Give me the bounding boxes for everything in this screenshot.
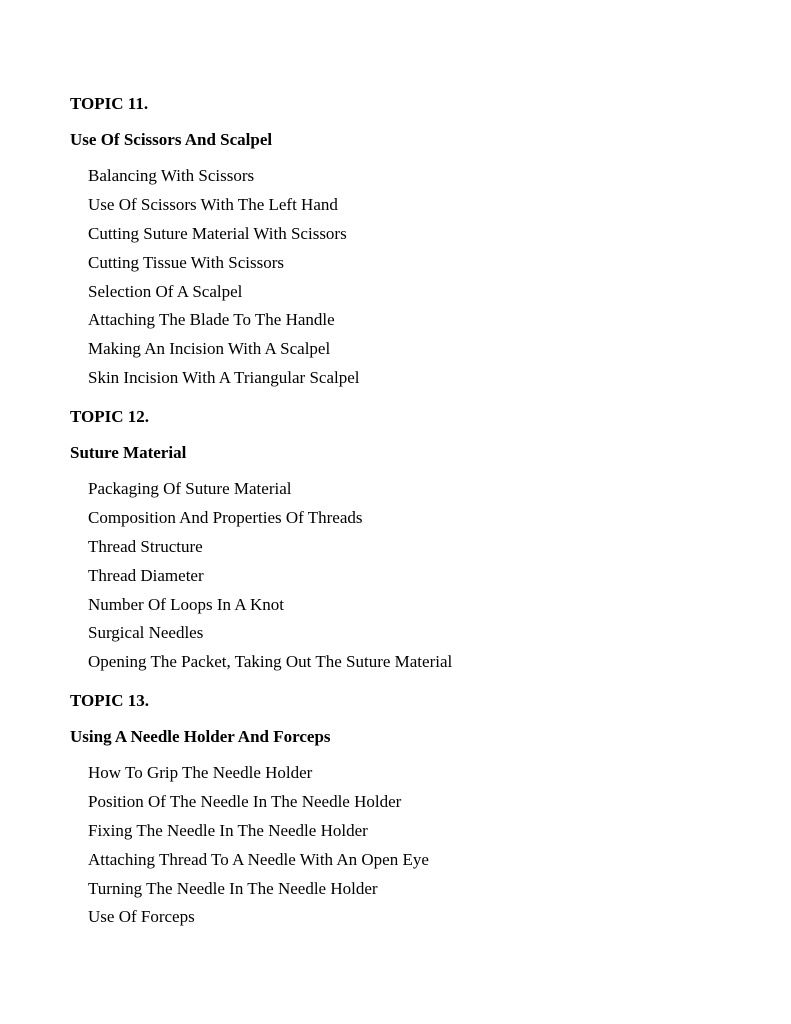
list-item: Position Of The Needle In The Needle Holder <box>88 791 402 811</box>
topic-number: TOPIC 12. <box>70 407 150 426</box>
list-item: Attaching Thread To A Needle With An Open Eye <box>88 849 429 869</box>
list-item: Balancing With Scissors <box>88 166 255 185</box>
list-item: How To Grip The Needle Holder <box>88 763 313 782</box>
list-item: Cutting Suture Material With Scissors <box>88 223 347 243</box>
list-item: Turning The Needle In The Needle Holder <box>88 878 378 898</box>
list-item: Attaching The Blade To The Handle <box>88 310 335 330</box>
list-item: Fixing The Needle In The Needle Holder <box>88 820 368 840</box>
list-item: Opening The Packet, Taking Out The Suture Material <box>88 652 453 672</box>
topic-title: Using A Needle Holder And Forceps <box>70 727 331 746</box>
list-item: Packaging Of Suture Material <box>88 479 292 498</box>
list-item: Surgical Needles <box>88 623 204 643</box>
list-item: Use Of Scissors With The Left Hand <box>88 194 338 214</box>
topic-title: Suture Material <box>70 443 187 462</box>
list-item: Cutting Tissue With Scissors <box>88 252 284 272</box>
topic-title: Use Of Scissors And Scalpel <box>70 130 273 149</box>
list-item: Number Of Loops In A Knot <box>88 594 284 614</box>
list-item: Composition And Properties Of Threads <box>88 507 363 527</box>
topic-items-list <box>88 479 452 681</box>
topic-number: TOPIC 13. <box>70 691 150 710</box>
list-item: Thread Structure <box>88 536 203 556</box>
list-item: Skin Incision With A Triangular Scalpel <box>88 368 360 388</box>
list-item: Selection Of A Scalpel <box>88 281 243 301</box>
list-item: Use Of Forceps <box>88 907 195 927</box>
list-item: Thread Diameter <box>88 565 204 585</box>
topic-number: TOPIC 11. <box>70 94 149 113</box>
topic-items-list <box>88 166 359 397</box>
list-item: Making An Incision With A Scalpel <box>88 339 331 359</box>
topic-items-list <box>88 763 429 936</box>
